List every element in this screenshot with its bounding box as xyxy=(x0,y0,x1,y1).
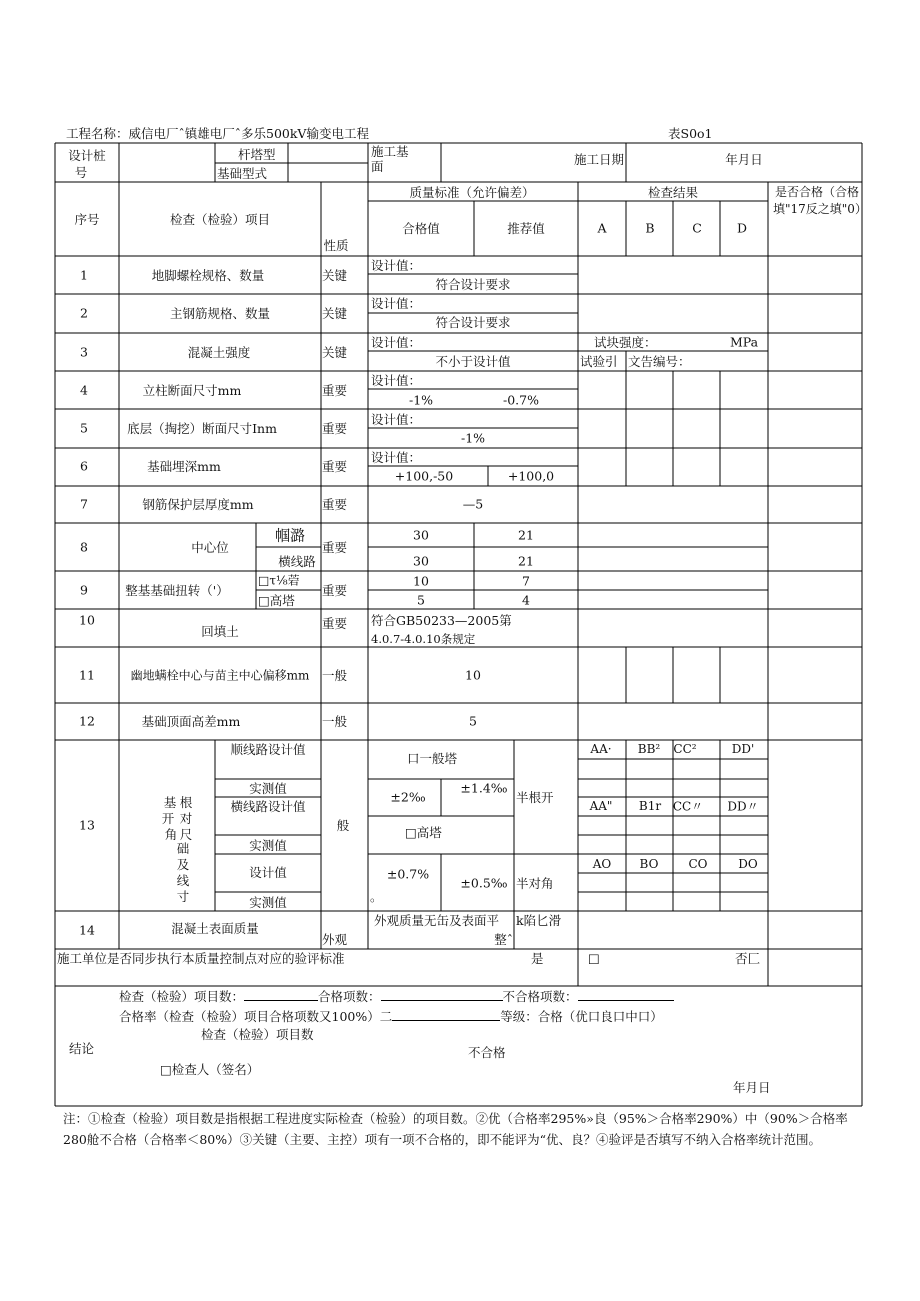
row13-char-9: 及 xyxy=(176,857,190,872)
row12-nature: 一般 xyxy=(322,714,348,729)
col-seq: 序号 xyxy=(74,212,100,227)
row11-item: 幽地螨栓中心与苗主中心偏移mm xyxy=(130,668,310,683)
sync-no-checkbox[interactable]: 否匚 xyxy=(735,951,761,966)
row12-item: 基础顶面高差mm xyxy=(141,714,241,729)
col-qualified: 合格值 xyxy=(402,221,440,236)
row1-design: 设计值： xyxy=(371,258,422,273)
item-count-field[interactable] xyxy=(244,988,318,1001)
row13-grid3-d: DO xyxy=(738,857,758,871)
row8-v1b: 21 xyxy=(518,527,534,543)
footnote: 注：①检查（检验）项目数是指根据工程进度实际检查（检验）的项目数。②优（合格率295%»良（95%＞合格率290%）中（90%＞合格率280舱不合格（合格率＜80%）③关键（主要、主控）项有一项不合格的，即不能评为“优、良？④验评是否填写不纳入合格率统计范围。 xyxy=(63,1111,848,1147)
row2-nature: 关键 xyxy=(322,306,348,321)
row13-grid1-b: BB² xyxy=(637,742,661,756)
row13-grid2-a: AA" xyxy=(589,799,613,813)
row13-grid3-a: AO xyxy=(592,857,612,871)
row7-nature: 重要 xyxy=(322,497,348,512)
row8-v2a: 30 xyxy=(413,553,429,569)
col-quality-std: 质量标准（允许偏差） xyxy=(409,185,535,200)
sync-yes: 是 xyxy=(531,951,544,966)
row9-v1a: 10 xyxy=(413,573,429,589)
row9-nature: 重要 xyxy=(322,583,348,598)
row9-item: 整基基础扭转（'） xyxy=(125,583,229,598)
row13-char-5: 根 xyxy=(179,795,193,810)
col-recommended: 推荐值 xyxy=(507,221,545,236)
row13-grid1-d: DD' xyxy=(731,742,755,756)
foundation-type-label: 基础型式 xyxy=(217,166,268,181)
sync-text: 施工单位是否同步执行本质量控制点对应的验评标准 xyxy=(57,951,345,966)
conclusion-line1 xyxy=(119,987,674,1005)
row2-std: 符合设计要求 xyxy=(435,315,511,330)
row9-sub2: □高塔 xyxy=(258,593,295,608)
col-item: 检查（检验）项目 xyxy=(169,212,271,227)
row10-no: 10 xyxy=(79,612,95,628)
construction-date-label: 施工日期 xyxy=(573,152,625,167)
tower-type-label: 杆塔型 xyxy=(238,147,276,162)
row13-nature: 般 xyxy=(336,818,350,833)
row13-char-10: 寸 xyxy=(176,889,190,904)
fail-count-label: 不合格项数： xyxy=(502,989,578,1004)
row8-item: 中心位 xyxy=(191,540,229,555)
grade-label: 等级：合格（优口良口中口） xyxy=(500,1009,663,1024)
row14-std2: 整ˆ xyxy=(494,932,513,947)
row5-nature: 重要 xyxy=(322,421,348,436)
row13-v2: ±1.4‰ xyxy=(460,780,508,796)
row13-half-root: 半根开 xyxy=(516,790,554,805)
row12-no: 12 xyxy=(79,713,95,729)
row13-no: 13 xyxy=(79,817,95,833)
row6-nature: 重要 xyxy=(322,459,348,474)
row9-v1b: 7 xyxy=(522,573,530,589)
col-c: C xyxy=(692,220,702,236)
form-number: 表S0o1 xyxy=(668,126,713,141)
col-d: D xyxy=(736,220,748,236)
row9-sub1: □τ⅛菪 xyxy=(258,573,300,588)
row4-nature: 重要 xyxy=(322,383,348,398)
row11-no: 11 xyxy=(79,667,95,683)
row3-mpa: MPa xyxy=(730,334,759,350)
row4-no: 4 xyxy=(80,382,88,398)
row3-report-no: 文告编号： xyxy=(628,354,691,369)
row13-line4: 实测值 xyxy=(249,838,287,853)
conclusion-line3: 检查（检验）项目数 xyxy=(201,1027,314,1042)
row6-no: 6 xyxy=(80,458,88,474)
row14-std3: k陷匕滑 xyxy=(516,913,562,928)
project-name: 工程名称：威信电厂ˆ镇雄电厂ˆ多乐500kV输变电工程 xyxy=(66,126,369,141)
row10-item: 回填土 xyxy=(201,624,239,639)
row4-item: 立柱断面尺寸mm xyxy=(142,383,242,398)
pass-rate-label: 合格率（检查（检验）项目合格项数又100%）二 xyxy=(119,1009,393,1024)
row13-line3: 横线路设计值 xyxy=(230,799,306,814)
row13-line2: 实测值 xyxy=(249,781,287,796)
row10-std2: 4.0.7-4.0.10条规定 xyxy=(371,632,476,646)
row3-test: 试验引 xyxy=(580,354,618,369)
row13-grid2-c: CC〃 xyxy=(672,799,704,814)
row13-grid1-a: AA· xyxy=(590,742,612,756)
col-b: B xyxy=(645,220,655,236)
row5-design: 设计值： xyxy=(371,412,422,427)
row1-nature: 关键 xyxy=(322,268,348,283)
row6-std: +100,-50 xyxy=(394,468,454,484)
row8-nature: 重要 xyxy=(322,540,348,555)
row13-char-3: 础 xyxy=(176,841,190,856)
row5-item: 底层（掏挖）断面尺寸Inm xyxy=(127,421,277,436)
row13-char-8: 尺 xyxy=(179,827,193,842)
row13-v3-suffix: 。 xyxy=(370,889,383,904)
row5-std: -1% xyxy=(460,430,486,446)
design-pile-label-1: 设计桩 xyxy=(68,148,106,163)
row3-no: 3 xyxy=(80,344,88,360)
row13-char-2: 开 xyxy=(161,811,175,826)
row14-no: 14 xyxy=(79,922,95,938)
row13-v1: ±2‰ xyxy=(390,789,426,805)
row11-std: 10 xyxy=(465,667,481,683)
design-pile-label-2: 号 xyxy=(74,165,88,180)
row12-std: 5 xyxy=(469,713,477,729)
row3-block-strength: 试块强度： xyxy=(594,335,657,350)
row9-v2b: 4 xyxy=(522,592,530,608)
col-nature: 性质 xyxy=(323,238,349,253)
col-pass: 是否合格（合格填"17反之填"0） xyxy=(773,185,867,216)
row14-nature: 外观 xyxy=(322,932,348,947)
row6-rec: +100,0 xyxy=(507,468,555,484)
construction-date-value: 年月日 xyxy=(725,152,763,167)
row10-std1: 符合GB50233—2005第 xyxy=(371,613,512,628)
row2-design: 设计值： xyxy=(371,296,422,311)
row4-rec: -0.7% xyxy=(503,392,539,408)
row13-high-tower: □高塔 xyxy=(405,825,442,840)
row1-item: 地脚螺栓规格、数量 xyxy=(151,268,265,283)
row4-std: -1% xyxy=(408,392,434,408)
row13-v3: ±0.7% xyxy=(386,866,430,882)
row6-item: 基础埋深mm xyxy=(147,459,221,474)
row2-item: 主钢筋规格、数量 xyxy=(169,306,271,321)
row3-std: 不小于设计值 xyxy=(435,354,511,369)
row5-no: 5 xyxy=(80,420,88,436)
row9-no: 9 xyxy=(80,582,88,598)
row13-grid3-b: BO xyxy=(639,857,659,871)
row13-grid2-d: DD〃 xyxy=(727,799,759,814)
row1-std: 符合设计要求 xyxy=(435,277,511,292)
item-count-label: 检查（检验）项目数： xyxy=(119,989,245,1004)
row13-line1: 顺线路设计值 xyxy=(230,742,306,757)
col-results: 检查结果 xyxy=(647,185,699,200)
row13-line6: 实测值 xyxy=(249,895,287,910)
pass-rate-field[interactable] xyxy=(392,1008,500,1021)
fail-count-field[interactable] xyxy=(578,988,674,1001)
row14-item: 混凝土表面质量 xyxy=(171,921,259,936)
row8-no: 8 xyxy=(80,539,88,555)
row2-no: 2 xyxy=(80,305,88,321)
row10-nature: 重要 xyxy=(322,616,348,631)
row7-std: —5 xyxy=(462,496,484,512)
row11-nature: 一般 xyxy=(322,668,348,683)
row13-grid2-b: B1r xyxy=(638,799,662,813)
row14-std1: 外观质量无缶及表面平 xyxy=(374,913,500,928)
row7-no: 7 xyxy=(80,496,88,512)
row13-half-diag: 半对角 xyxy=(516,876,554,891)
row4-design: 设计值： xyxy=(371,373,422,388)
row8-sub2: 横线路 xyxy=(278,554,316,569)
row13-general-tower: 口一般塔 xyxy=(406,751,458,766)
conclusion-label: 结论 xyxy=(69,1041,95,1056)
conclusion-date: 年月日 xyxy=(733,1080,771,1095)
pass-count-label: 合格项数： xyxy=(318,989,381,1004)
row6-design: 设计值： xyxy=(371,450,422,465)
row13-char-6: 对 xyxy=(179,811,193,826)
col-a: A xyxy=(597,220,607,236)
row8-sub1: 帼潞 xyxy=(274,526,306,545)
row8-v2b: 21 xyxy=(518,553,534,569)
row8-v1a: 30 xyxy=(413,527,429,543)
row13-v4: ±0.5‰ xyxy=(460,875,508,891)
conclusion-line4: 不合格 xyxy=(468,1045,506,1060)
row3-item: 混凝土强度 xyxy=(187,345,251,360)
row13-char-7: 角 xyxy=(164,827,178,842)
row1-no: 1 xyxy=(80,267,88,283)
row13-char-1: 基 xyxy=(163,795,177,810)
row3-design: 设计值： xyxy=(371,335,422,350)
row7-item: 钢筋保护层厚度mm xyxy=(142,497,254,512)
row9-v2a: 5 xyxy=(417,592,425,608)
construction-base-label: 施工基面 xyxy=(371,144,409,174)
inspector-signature[interactable]: □检查人（签名） xyxy=(160,1062,260,1077)
sync-yes-checkbox[interactable]: □ xyxy=(588,950,600,966)
row3-nature: 关键 xyxy=(322,345,348,360)
row13-line5: 设计值 xyxy=(249,865,287,880)
row13-grid3-c: CO xyxy=(688,857,708,871)
row13-char-4: 线 xyxy=(176,873,190,888)
row13-grid1-c: CC² xyxy=(673,742,697,756)
conclusion-line2 xyxy=(119,1007,663,1025)
pass-count-field[interactable] xyxy=(381,988,503,1001)
